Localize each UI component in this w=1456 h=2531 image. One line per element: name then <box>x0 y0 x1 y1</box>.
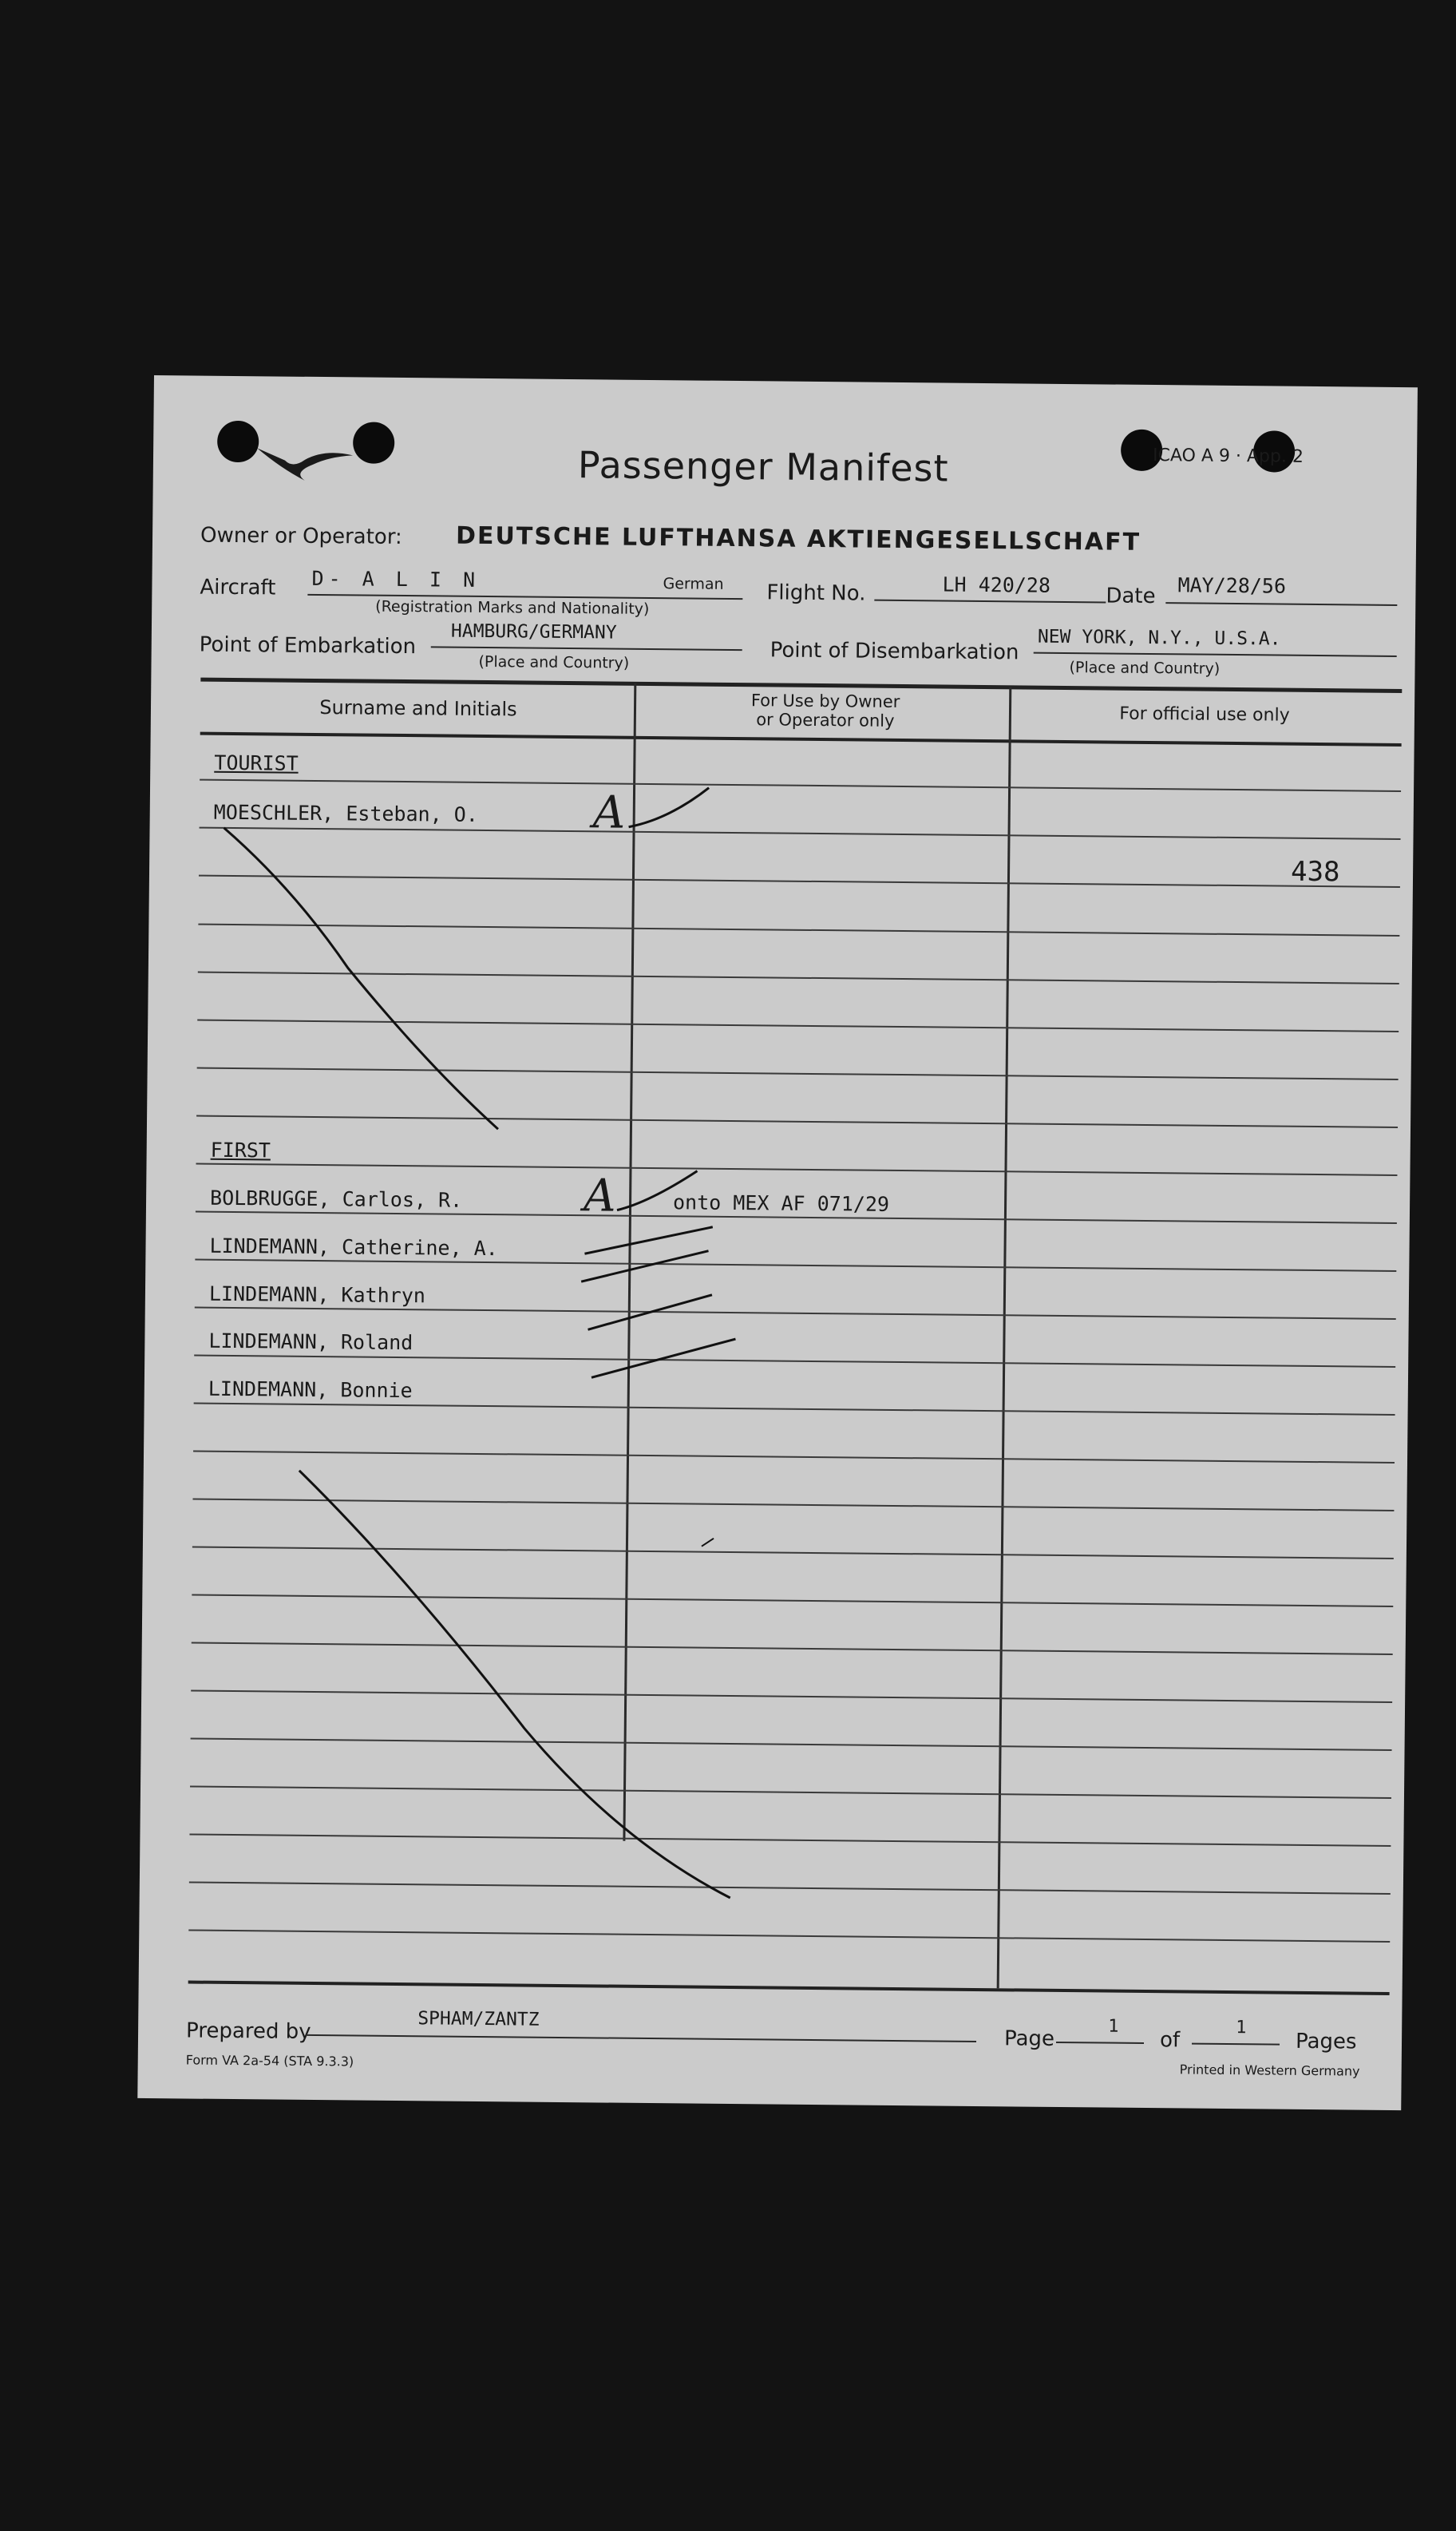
manifest-sheet <box>137 375 1418 2110</box>
date-label: Date <box>1106 584 1156 609</box>
passenger-name: LINDEMANN, Roland <box>208 1329 413 1355</box>
owner-label: Owner or Operator: <box>200 523 402 549</box>
passenger-name: LINDEMANN, Bonnie <box>208 1376 413 1403</box>
passenger-name: MOESCHLER, Esteban, O. <box>213 800 479 826</box>
passenger-name: BOLBRUGGE, Carlos, R. <box>209 1186 463 1212</box>
handwritten-mark: A <box>583 1170 616 1222</box>
transfer-annotation: onto MEX AF 071/29 <box>672 1190 890 1216</box>
form-title: Passenger Manifest <box>577 443 949 490</box>
embarkation-caption: (Place and Country) <box>478 652 630 672</box>
official-number: 438 <box>1290 855 1340 889</box>
handwritten-strokes <box>137 375 1418 2110</box>
disembarkation-label: Point of Disembarkation <box>770 638 1019 665</box>
passenger-name: LINDEMANN, Kathryn <box>208 1281 426 1308</box>
handwritten-mark: A <box>592 786 626 839</box>
col-header-official: For official use only <box>1119 703 1290 726</box>
prepared-label: Prepared by <box>185 2018 311 2044</box>
page-value: 1 <box>1108 2016 1119 2037</box>
printed-note: Printed in Western Germany <box>1179 2062 1360 2079</box>
prepared-value: SPHAM/ZANTZ <box>417 2008 540 2030</box>
form-reference: Form VA 2a-54 (STA 9.3.3) <box>185 2052 354 2070</box>
aircraft-value: D- A L I N <box>311 566 481 592</box>
of-value: 1 <box>1236 2018 1247 2038</box>
aircraft-nationality: German <box>663 575 724 593</box>
pages-label: Pages <box>1295 2029 1357 2054</box>
flight-value: LH 420/28 <box>942 572 1051 597</box>
col-header-owner-line1: For Use by Owner <box>750 691 900 711</box>
col-header-surname: Surname and Initials <box>319 696 517 721</box>
icao-reference: ICAO A 9 · App. 2 <box>1152 446 1304 467</box>
date-value: MAY/28/56 <box>1177 573 1287 598</box>
disembarkation-caption: (Place and Country) <box>1069 659 1221 678</box>
aircraft-label: Aircraft <box>200 575 276 600</box>
section-tourist: TOURIST <box>214 751 299 775</box>
flight-label: Flight No. <box>766 580 866 606</box>
passenger-name: LINDEMANN, Catherine, A. <box>209 1234 498 1261</box>
col-header-owner-line2: or Operator only <box>756 710 895 731</box>
disembarkation-value: NEW YORK, N.Y., U.S.A. <box>1037 626 1281 650</box>
embarkation-value: HAMBURG/GERMANY <box>450 620 617 644</box>
aircraft-caption: (Registration Marks and Nationality) <box>375 597 650 618</box>
of-label: of <box>1159 2028 1181 2053</box>
embarkation-label: Point of Embarkation <box>199 632 417 659</box>
page-label: Page <box>1003 2026 1055 2051</box>
section-first: FIRST <box>210 1138 271 1163</box>
owner-value: DEUTSCHE LUFTHANSA AKTIENGESELLSCHAFT <box>455 521 1141 557</box>
